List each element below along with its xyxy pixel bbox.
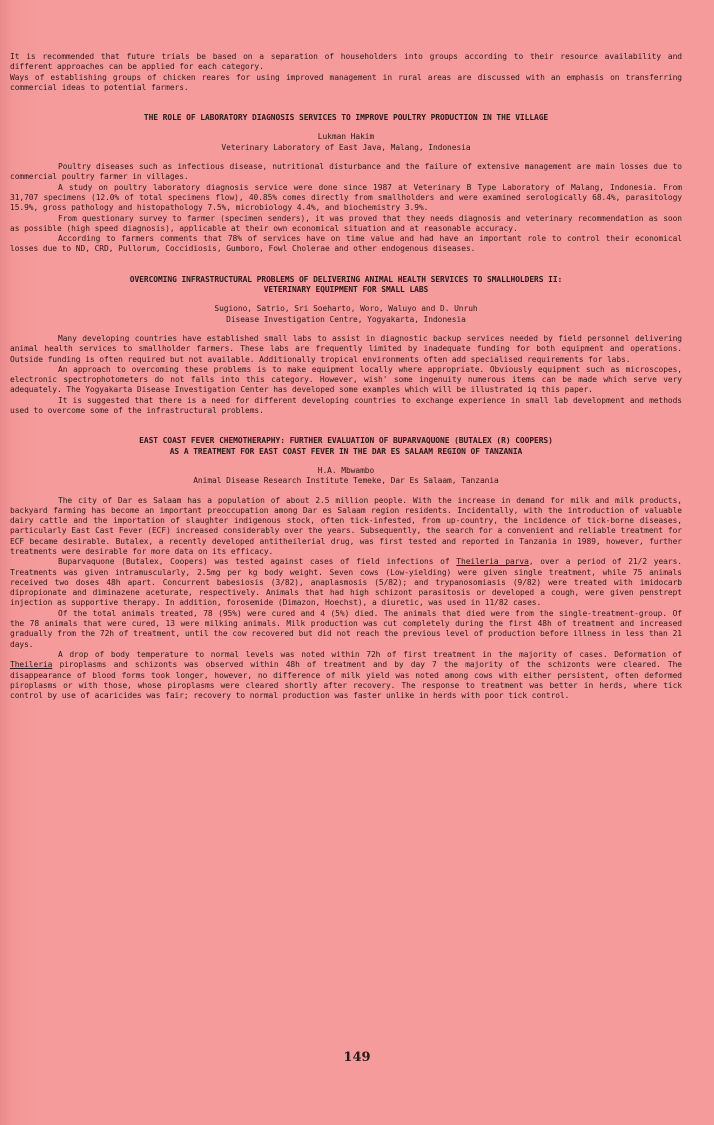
article-author: H.A. Mbwambo bbox=[317, 465, 375, 475]
article-paragraph: Many developing countries have established small labs to assist in diagnostic backup services needed by field personnel delivering animal health services to smallholder farmers. These labs are frequently limited by inadequate funding for both equipment and operations. Outside funding is often required but not available. Additionally tropical environments often add specialised requirements for labs. bbox=[10, 333, 682, 364]
article-paragraph: It is suggested that there is a need for different developing countries to exchange experience in small lab development and methods used to overcome some of the infrastructural problems. bbox=[10, 395, 682, 416]
text-run: A drop of body temperature to normal levels was noted within 72h of first treatment in the majority of cases. Deformation of bbox=[58, 649, 682, 659]
page-content bbox=[10, 52, 682, 701]
article-paragraph: Of the total animals treated, 78 (95%) were cured and 4 (5%) died. The animals that died were from the single-treatment-group. Of the 78 animals that were cured, 13 were milking animals. Milk production was cut completely during the first 48h of treatment and increased gradually from the 72h of treatment, until the cow recovered but did not reach the previous level of production before illness in less than 21 days. bbox=[10, 608, 682, 649]
article-paragraph: A study on poultry laboratory diagnosis service were done since 1987 at Veterinary B Type Laboratory of Malang, Indonesia. From 31,707 specimens (12.0% of total specimens flow), 40.85% comes directly from smallholders and were examined serologically 68.4%, parasitology 15.9%, gross pathology and histopathology 7.5%, microbiology 4.4%, and biochemistry 3.9%. bbox=[10, 182, 682, 213]
article-paragraph bbox=[10, 557, 682, 608]
article-title-line-1: EAST COAST FEVER CHEMOTHERAPHY: FURTHER EVALUATION OF BUPARVAQUONE (BUTALEX (R) COOPERS) bbox=[139, 436, 553, 446]
article-paragraph: The city of Dar es Salaam has a population of about 2.5 million people. With the increase in demand for milk and milk products, backyard farming has become an important preoccupation among Dar es Salaam region residents. Incidentally, with the introduction of valuable dairy cattle and the importation of slaughter indigenous stock, often tick-infested, from up-country, the incidence of tick-borne diseases, particularly East Cast Fever (ECF) increased considerably over the years. Subsequently, the search for a convenient and reliable treatment for ECF became desirable. Butalex, a recently developed antitheilerial drug, was first tested and reported in Tanzania in 1989, however, further treatments were desirable for more data on its efficacy. bbox=[10, 495, 682, 556]
article-paragraph: An approach to overcoming these problems is to make equipment locally where appropriate. Obviously equipment such as microscopes, electronic spectrophotometers do not falls into this category. However, wish' some ingenuity numerous items can be made which serve very adequately. The Yogyakarta Disease Investigation Center has developed some examples which will be illustrated iq this paper. bbox=[10, 364, 682, 395]
article-laboratory-diagnosis bbox=[10, 113, 682, 255]
text-run: Buparvaquone (Butalex, Coopers) was tested against cases of field infections of bbox=[58, 557, 457, 567]
article-author: Lukman Hakim bbox=[317, 132, 375, 142]
page-number: 149 bbox=[343, 1050, 371, 1065]
article-paragraph: From questionary survey to farmer (specimen senders), it was proved that they needs diagnosis and veterinary recommendation as soon as possible (high speed diagnosis), applicable at their own economical situation and at reasonable accuracy. bbox=[10, 213, 682, 233]
article-paragraph bbox=[10, 650, 682, 701]
text-run: , over a period of 21/2 years. Treatments was given intramuscularly, 2.5mg per kg body weight. Seven cows (Low-yielding) were given single treatment, while 75 animals received two doses 48h apart. Concurrent babesiosis (3/82), anaplasmosis (5/82); and trypanosomiasis (9/82) were treated with imidocarb dipropionate and diminazene aceturate, respectively. Animals that had high schizont parasitosis or developed a cough, were given penstrept injection as supportive therapy. In addition, forosemide (Dimazon, Hoechst), a diuretic, was used in 11/82 cases. bbox=[10, 557, 682, 608]
text-run: piroplasms and schizonts was observed within 48h of treatment and by day 7 the majority of the schizonts were cleared. The disappearance of blood forms took longer, however, no difference of milk yield was noted among cows with either persistent, often deformed piroplasms or with those, whose piroplasms were cleared shortly after recovery. The response to treatment was better in herds, where tick control by use of acaricides was fair; recovery to normal production was faster unlike in herds with poor tick control. bbox=[10, 660, 682, 701]
article-authors: Sugiono, Satrio, Sri Soeharto, Woro, Waluyo and D. Unruh bbox=[214, 304, 478, 314]
species-name: Theileria bbox=[10, 660, 53, 670]
article-affiliation: Animal Disease Research Institute Temeke, Dar Es Salaam, Tanzania bbox=[193, 476, 499, 486]
article-title-line-1: OVERCOMING INFRASTRUCTURAL PROBLEMS OF DELIVERING ANIMAL HEALTH SERVICES TO SMALLHOLDERS II: bbox=[129, 274, 563, 284]
article-title-line-2: VETERINARY EQUIPMENT FOR SMALL LABS bbox=[263, 285, 429, 295]
article-affiliation: Disease Investigation Centre, Yogyakarta, Indonesia bbox=[226, 314, 466, 324]
article-title: THE ROLE OF LABORATORY DIAGNOSIS SERVICES TO IMPROVE POULTRY PRODUCTION IN THE VILLAGE bbox=[143, 113, 549, 123]
intro-paragraph-2: Ways of establishing groups of chicken reares for using improved management in rural areas are discussed with an emphasis on transferring commercial ideas to potential farmers. bbox=[10, 72, 682, 92]
intro-paragraph-1: It is recommended that future trials be based on a separation of householders into groups according to their resource availability and different approaches can be applied for each category. bbox=[10, 52, 682, 72]
article-affiliation: Veterinary Laboratory of East Java, Malang, Indonesia bbox=[221, 142, 471, 152]
article-east-coast-fever bbox=[10, 436, 682, 701]
article-infrastructural-problems bbox=[10, 275, 682, 417]
article-paragraph: According to farmers comments that 78% of services have on time value and had have an important role to control their economical losses due to ND, CRD, Pullorum, Coccidiosis, Gumboro, Fowl Cholerae and other endogenous diseases. bbox=[10, 234, 682, 254]
article-title-line-2: AS A TREATMENT FOR EAST COAST FEVER IN THE DAR ES SALAAM REGION OF TANZANIA bbox=[169, 446, 523, 456]
species-name: Theileria parva bbox=[456, 557, 529, 567]
article-paragraph: Poultry diseases such as infectious disease, nutritional disturbance and the failure of extensive management are main losses due to commercial poultry farmer in villages. bbox=[10, 162, 682, 182]
